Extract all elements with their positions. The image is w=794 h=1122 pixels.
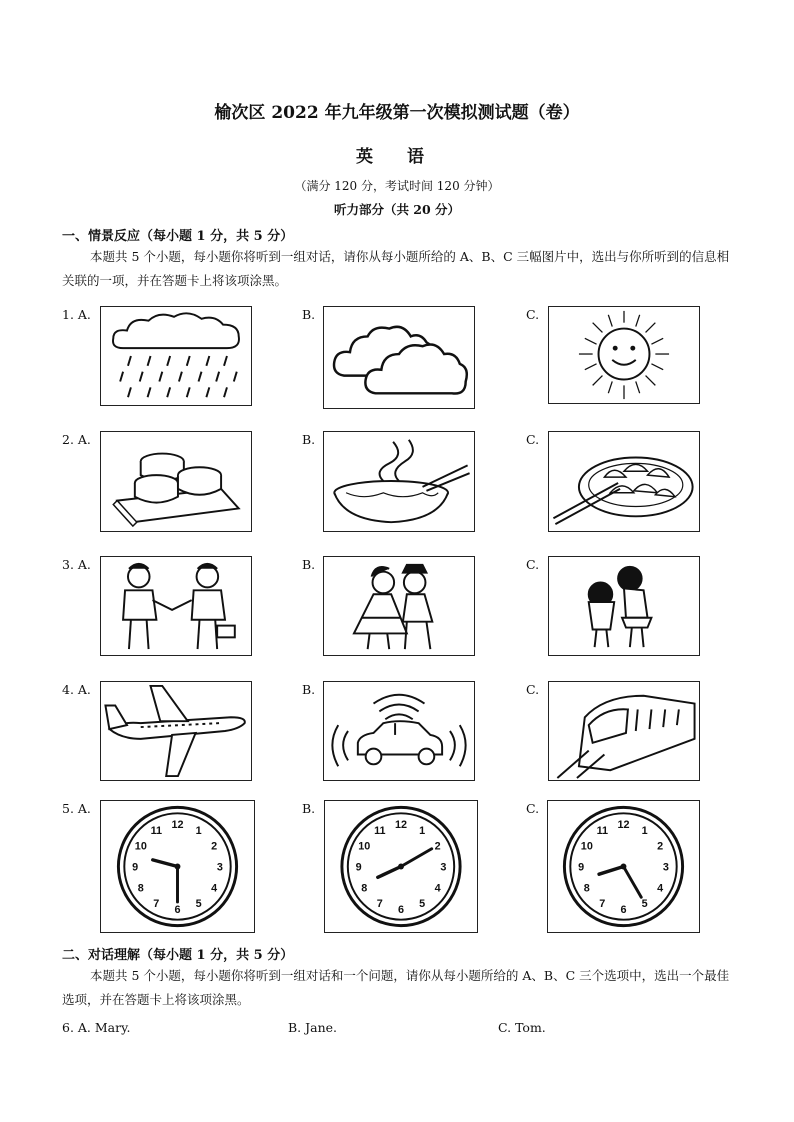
clock-numeral: 7 bbox=[599, 898, 606, 911]
clock-numeral: 7 bbox=[376, 898, 383, 911]
clock-numeral: 5 bbox=[419, 898, 426, 911]
clock-numeral: 8 bbox=[583, 882, 590, 895]
clock-numeral: 12 bbox=[617, 819, 630, 832]
section-1-heading: 一、情景反应（每小题 1 分，共 5 分） bbox=[62, 229, 294, 244]
section-2-instructions: 本题共 5 个小题，每小题你将听到一组对话和一个问题，请你从每小题所给的 A、B、C 三个选项中，选出一个最佳选项，并在答题卡上将该项涂黑。 bbox=[62, 968, 730, 1007]
kiss-icon bbox=[323, 556, 475, 656]
clock-numeral: 3 bbox=[216, 861, 223, 874]
clock-numeral: 12 bbox=[394, 819, 408, 832]
noodles-icon bbox=[323, 431, 475, 532]
clock-numeral: 12 bbox=[171, 819, 184, 832]
clock-numeral: 5 bbox=[641, 898, 648, 911]
clock-icon bbox=[547, 800, 700, 933]
clock-numeral: 7 bbox=[153, 898, 160, 911]
clock-numeral: 10 bbox=[134, 840, 147, 853]
section-2-heading: 二、对话理解（每小题 1 分，共 5 分） bbox=[62, 948, 294, 963]
q6-option-b: B. Jane. bbox=[288, 1020, 338, 1035]
part-heading: 听力部分（共 20 分） bbox=[333, 202, 461, 217]
section-1-instructions: 本题共 5 个小题，每小题你将听到一组对话，请你从每小题所给的 A、B、C 三幅图片中，选出与你所听到的信息相关联的一项，并在答题卡上将该项涂黑。 bbox=[62, 249, 730, 288]
train-icon bbox=[548, 681, 700, 781]
subject-title: 英 语 bbox=[356, 147, 438, 167]
clock-numeral: 1 bbox=[641, 824, 648, 837]
clock-numeral: 4 bbox=[211, 882, 218, 895]
q1-label-a: 1. A. bbox=[62, 307, 91, 322]
clock-numeral: 6 bbox=[397, 903, 405, 916]
clock-numeral: 3 bbox=[440, 861, 447, 874]
clock-numeral: 1 bbox=[195, 824, 202, 837]
cloud-icon bbox=[323, 306, 475, 409]
clock-numeral: 3 bbox=[662, 861, 669, 874]
q5-label-c: C. bbox=[526, 801, 540, 816]
clock-numeral: 9 bbox=[578, 861, 585, 874]
page-title: 榆次区 2022 年九年级第一次模拟测试题（卷） bbox=[214, 103, 580, 123]
clock-numeral: 2 bbox=[211, 840, 218, 853]
clock-numeral: 4 bbox=[434, 882, 441, 895]
sun-icon bbox=[548, 306, 700, 404]
clock-numeral: 10 bbox=[580, 840, 593, 853]
clock-icon bbox=[324, 800, 478, 933]
q6-option-a: 6. A. Mary. bbox=[62, 1020, 131, 1035]
q4-label-c: C. bbox=[526, 682, 540, 697]
car-icon bbox=[323, 681, 475, 781]
q3-label-a: 3. A. bbox=[62, 557, 91, 572]
clock-numeral: 11 bbox=[596, 824, 609, 837]
clock-numeral: 10 bbox=[358, 840, 371, 853]
clock-numeral: 4 bbox=[657, 882, 664, 895]
dumplings-icon bbox=[548, 431, 700, 532]
mooncake-icon bbox=[100, 431, 252, 532]
rain-icon bbox=[100, 306, 252, 406]
handshake-icon bbox=[100, 556, 252, 656]
clock-numeral: 11 bbox=[374, 824, 386, 837]
clock-numeral: 9 bbox=[355, 861, 362, 874]
clock-numeral: 6 bbox=[174, 903, 181, 916]
clock-numeral: 8 bbox=[137, 882, 144, 895]
q4-label-a: 4. A. bbox=[62, 682, 91, 697]
clock-numeral: 2 bbox=[657, 840, 664, 853]
q2-label-b: B. bbox=[302, 432, 316, 447]
airplane-icon bbox=[100, 681, 252, 781]
clock-numeral: 11 bbox=[150, 824, 163, 837]
clock-numeral: 2 bbox=[434, 840, 441, 853]
q2-label-c: C. bbox=[526, 432, 540, 447]
q2-label-a: 2. A. bbox=[62, 432, 91, 447]
score-note: （满分 120 分，考试时间 120 分钟） bbox=[294, 179, 500, 193]
q1-label-c: C. bbox=[526, 307, 540, 322]
clock-numeral: 6 bbox=[620, 903, 627, 916]
clock-numeral: 1 bbox=[419, 824, 426, 837]
clock-icon bbox=[100, 800, 255, 933]
clock-numeral: 9 bbox=[132, 861, 139, 874]
bow-icon bbox=[548, 556, 700, 656]
q3-label-c: C. bbox=[526, 557, 540, 572]
q5-label-a: 5. A. bbox=[62, 801, 91, 816]
q5-label-b: B. bbox=[302, 801, 316, 816]
clock-numeral: 5 bbox=[195, 898, 202, 911]
q4-label-b: B. bbox=[302, 682, 316, 697]
q6-option-c: C. Tom. bbox=[498, 1020, 546, 1035]
q1-label-b: B. bbox=[302, 307, 316, 322]
q3-label-b: B. bbox=[302, 557, 316, 572]
clock-numeral: 8 bbox=[361, 882, 368, 895]
